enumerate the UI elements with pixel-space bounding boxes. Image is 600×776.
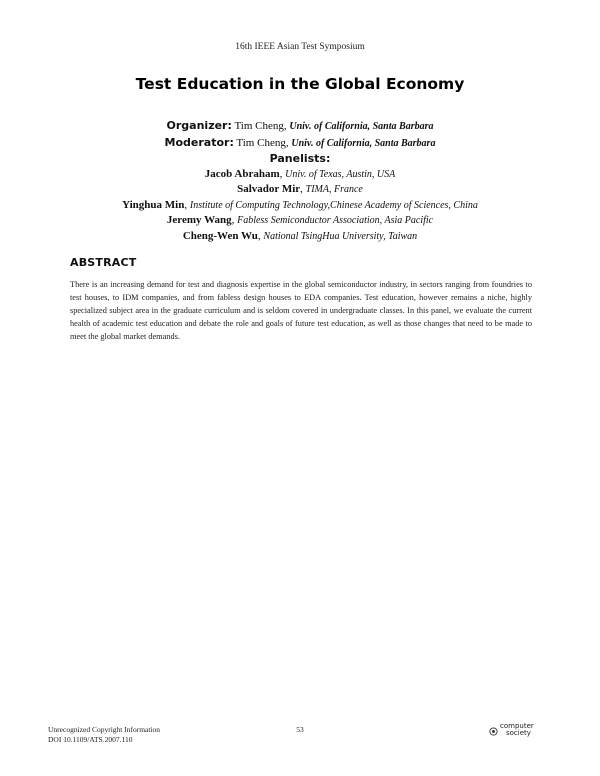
panelist-name: Jeremy Wang [166,214,232,226]
panelist-line: Salvador Mir, TIMA, France [237,183,363,195]
copyright-notice: Unrecognized Copyright Information [48,725,161,734]
computer-society-icon [489,727,498,736]
panelist-name: Yinghua Min [122,198,185,211]
moderator-label: Moderator: [164,135,234,149]
organizer-label: Organizer: [166,119,232,132]
panelist-line: Jacob Abraham, Univ. of Texas, Austin, USA [204,167,396,180]
panelist-affiliation: Univ. of Texas, Austin, USA [285,168,396,180]
panelist-name: Salvador Mir [237,183,301,195]
panelist-affiliation: National TsingHua University, Taiwan [263,230,418,242]
panelist-name: Jacob Abraham [204,167,280,180]
panelist-affiliation: Institute of Computing Technology,Chinese Academy of Sciences, China [189,199,478,211]
abstract-text: There is an increasing demand for test and diagnosis expertise in the global semiconductor industry, in sectors ranging from foundries to test houses, to IDM companies, and from fabless design houses to EDA companies. Test education, however remains a niche, highly specialized subject area in the graduate curriculum and is seldom covered in undergraduate classes. In this panel, we evaluate the current health of academic test education and debate the role and goals of future test education, as well as those changes that need to be made to meet the global market demands. [70,280,532,341]
panel-people [60,118,540,244]
organizer-name: Tim Cheng [234,120,284,132]
ieee-computer-society-logo [489,717,551,745]
panelist-line: Yinghua Min, Institute of Computing Technology,Chinese Academy of Sciences, China [122,198,478,211]
panelist-name: Cheng-Wen Wu [182,229,258,242]
panelist-affiliation: TIMA, France [305,184,363,195]
moderator-line: Moderator: Tim Cheng, Univ. of California, Santa Barbara [164,135,436,149]
doi-text: DOI 10.1109/ATS.2007.110 [48,735,133,744]
panelist-line: Jeremy Wang, Fabless Semiconductor Association, Asia Pacific [166,214,434,226]
organizer-line: Organizer: Tim Cheng, Univ. of California, Santa Barbara [166,119,434,132]
panelists-heading: Panelists: [269,152,331,165]
running-header: 16th IEEE Asian Test Symposium [235,42,365,52]
panelist-affiliation: Fabless Semiconductor Association, Asia Pacific [237,215,434,226]
logo-wordmark [500,723,534,737]
abstract-heading: ABSTRACT [70,256,137,269]
moderator-name: Tim Cheng [236,136,286,149]
logo-line-2: society [506,729,531,737]
organizer-affiliation: Univ. of California, Santa Barbara [289,121,434,132]
panelist-line: Cheng-Wen Wu, National TsingHua University, Taiwan [182,229,418,242]
paper-title: Test Education in the Global Economy [135,75,465,93]
page-number: 53 [296,725,304,734]
footer-info [48,725,160,745]
moderator-affiliation: Univ. of California, Santa Barbara [291,137,436,149]
logo-line-1: computer [500,722,534,730]
